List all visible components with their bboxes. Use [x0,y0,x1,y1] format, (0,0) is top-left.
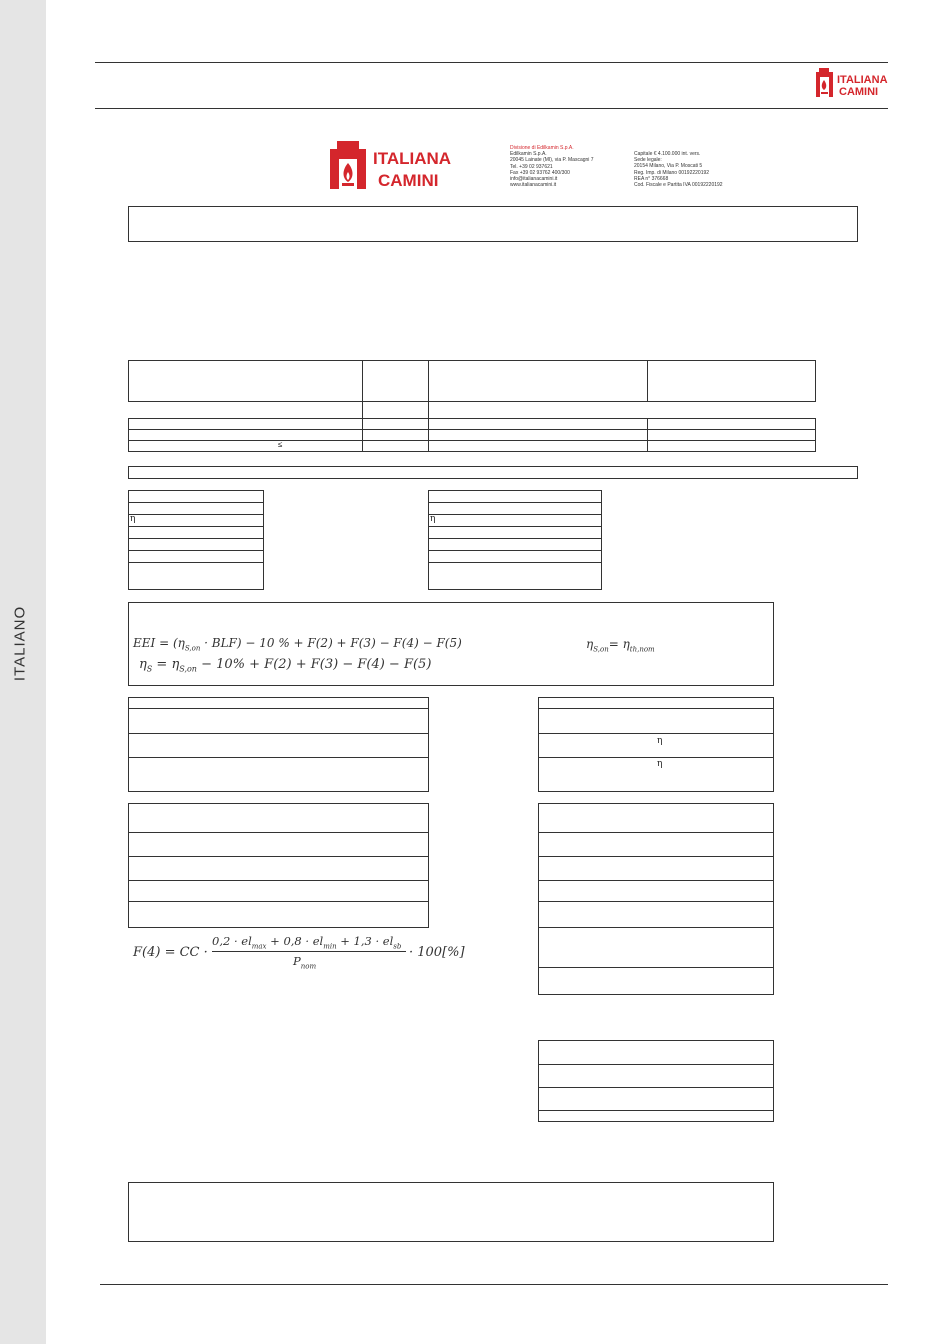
language-label: ITALIANO [11,605,29,682]
eta-symbol: η [657,759,663,769]
footer-rule [100,1284,888,1285]
letterhead-logo [327,139,469,191]
left-efficiency-table [128,490,264,590]
right-table-c [538,1040,774,1122]
left-table-a [128,697,429,792]
letterhead-brand-line1: ITALIANA [373,149,452,168]
address-line: Edilkamin S.p.A. [510,151,547,158]
header-bottom-rule [95,108,888,109]
address-line: 20045 Lainate (MI), via P. Mascagni 7 [510,157,594,164]
title-box [128,206,858,242]
formula-box [128,602,774,686]
right-table-b [538,803,774,995]
section-bar [128,466,858,479]
eta-symbol: η [657,736,663,746]
eta-symbol: η [430,514,436,524]
header-logo-line2: CAMINI [839,86,879,98]
address-line: Tel. +39 02 937621 [510,163,553,170]
letterhead-brand-line2: CAMINI [378,171,439,190]
bottom-notes-box [128,1182,774,1242]
letterhead-legal [634,151,723,188]
legal-line: Reg. Imp. di Milano 00192220192 [634,169,710,176]
address-line: www.italianacamini.it [510,182,557,189]
left-table-b [128,803,429,928]
eta-son-formula: $\eta_{S,on}= \eta_{th,nom}$ [586,637,655,654]
header-logo [815,66,895,100]
letterhead-division: Divisione di Edilkamin S.p.A. [510,145,574,151]
eei-formula: EEI = $(\eta_{S,on} \cdot BLF) - 10$ % + F(2) + F(3) − F(4) − F(5) [133,636,462,653]
address-line: Fax +39 02 93762 400/300 [510,169,570,176]
product-data-table [128,360,816,452]
legal-line: Capitale € 4.100.000 int. vers. [634,151,701,157]
leq-symbol: ≤ [278,440,283,449]
letterhead-address [510,145,594,188]
address-line: info@italianacamini.it [510,176,558,183]
legal-line: 20154 Milano, Via P. Moscati 5 [634,163,703,170]
legal-line: Cod. Fiscale e Partita IVA 00192220192 [634,182,723,189]
eta-symbol: η [130,514,136,524]
middle-efficiency-table [428,490,602,590]
eta-s-formula: $\eta_S = \eta_{S,on} - 10\% + F(2) + F(3) - F(4) - F(5)$ [139,657,432,674]
right-table-a [538,697,774,792]
header-top-rule [95,62,888,63]
legal-line: REA n° 376668 [634,175,669,182]
header-logo-line1: ITALIANA [837,74,888,86]
legal-line: Sede legale: [634,157,662,164]
